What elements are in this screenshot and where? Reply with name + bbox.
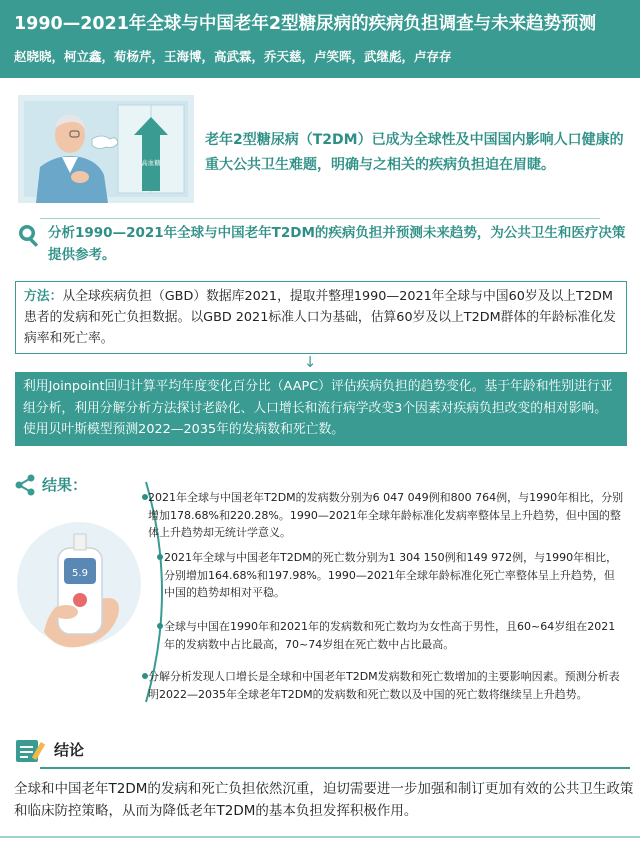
meter-reading: 5.9	[72, 568, 88, 579]
intro-text: 老年2型糖尿病（T2DM）已成为全球性及中国国内影响人口健康的重大公共卫生难题，明确与之相关的疾病负担迫在眉睫。	[205, 132, 624, 173]
page-title: 1990—2021年全球与中国老年2型糖尿病的疾病负担调查与未来趋势预测	[14, 14, 597, 34]
arrow-down-icon: ↓	[303, 353, 317, 371]
analysis-box: 利用Joinpoint回归计算平均年度变化百分比（AAPC）评估疾病负担的趋势变化。基于年龄和性别进行亚组分析，利用分解分析方法探讨老龄化、人口增长和流行病学改变3个因素对疾病负担改变的相对影响。使用贝叶斯模型预测2022—2035年的发病数和死亡数。	[15, 372, 627, 446]
result-item-deaths: 2021年全球与中国老年T2DM的死亡数分别为1 304 150例和149 972例，与1990年相比，分别增加164.68%和197.98%。1990—2021年全球年龄标准化死亡率整体呈上升趋势，但中国的趋势却相对平稳。	[164, 551, 618, 599]
magnifier-icon	[16, 222, 42, 248]
elderly-patient-illustration	[18, 95, 194, 203]
conclusion-text: 全球和中国老年T2DM的发病和死亡负担依然沉重，迫切需要进一步加强和制订更加有效的公共卫生政策和临床防控策略，从而为降低老年T2DM的基本负担发挥积极作用。	[14, 781, 634, 819]
method-label: 方法：	[24, 289, 63, 304]
result-bullet	[157, 623, 163, 629]
result-item-incidence: 2021年全球与中国老年T2DM的发病数分别为6 047 049例和800 764例，与1990年相比，分别增加178.68%和220.28%。1990—2021年全球年龄标准化发病率整体呈上升趋势，但中国的整体上升趋势却无统计学意义。	[148, 491, 624, 539]
arrow-label: 高血糖	[141, 159, 161, 167]
conclusion-divider	[40, 767, 630, 769]
method-text: 从全球疾病负担（GBD）数据库2021，提取并整理1990—2021年全球与中国60岁及以上T2DM患者的发病和死亡负担数据。以GBD 2021标准人口为基础，估算60岁及以上T2DM群体的年龄标准化发病率和死亡率。	[24, 289, 616, 346]
section-divider	[40, 218, 600, 219]
header-banner	[0, 0, 640, 78]
result-item-sex-age: 全球与中国在1990年和2021年的发病数和死亡数均为女性高于男性，且60~64岁组在2021年的发病数中占比最高，70~74岁组在死亡数中占比最高。	[164, 620, 616, 651]
result-item-decomposition: 分解分析发现人口增长是全球和中国老年T2DM发病数和死亡数增加的主要影响因素。预测分析表明2022—2035年全球老年T2DM的发病数和死亡数以及中国的死亡数将继续呈上升趋势。	[148, 670, 620, 701]
share-nodes-icon	[14, 474, 36, 496]
results-heading: 结果：	[42, 476, 88, 494]
bottom-divider	[0, 836, 640, 838]
notepad-pencil-icon	[14, 738, 48, 764]
result-bullet	[157, 554, 163, 560]
method-box	[15, 281, 627, 354]
conclusion-heading: 结论	[54, 741, 85, 759]
author-list: 赵晓晓，柯立鑫，荀杨芹，王海博，高武霖，乔天慈，卢笑晖，武继彪，卢存存	[14, 49, 452, 64]
aim-text: 分析1990—2021年全球与中国老年T2DM的疾病负担并预测未来趋势，为公共卫生和医疗决策提供参考。	[48, 225, 626, 263]
